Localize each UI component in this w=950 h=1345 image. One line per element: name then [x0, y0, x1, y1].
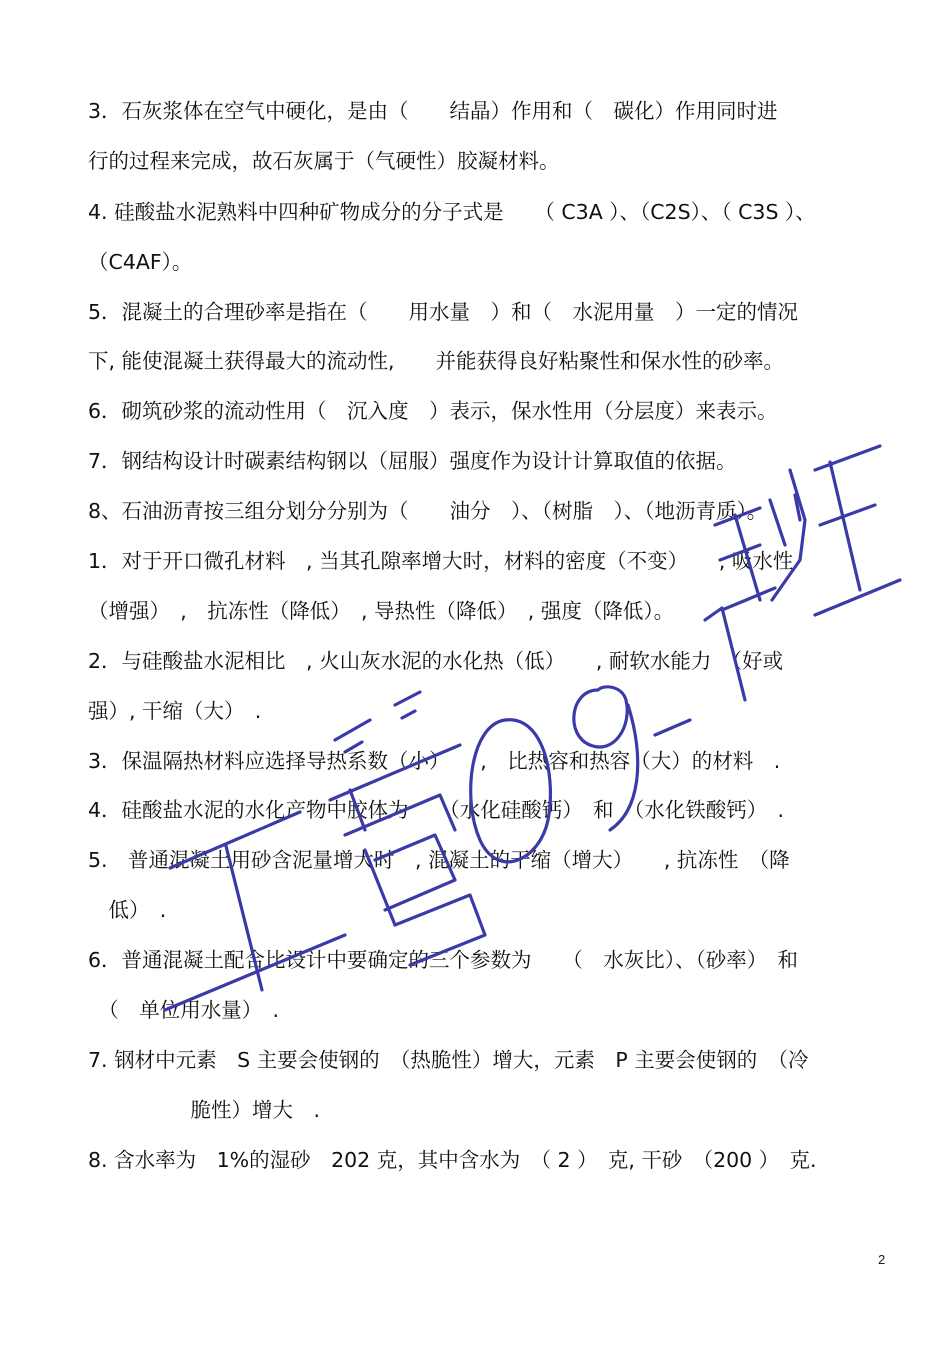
- text-line-7c: 7. 钢材中元素 S 主要会使钢的 （热脆性）增大，元素 P 主要会使钢的 （冷: [88, 1048, 809, 1072]
- text-line-5b: 下, 能使混凝土获得最大的流动性, 并能获得良好粘聚性和保水性的砂率。: [88, 349, 785, 373]
- text-line-6: 6．砌筑砂浆的流动性用（ 沉入度 ）表示，保水性用（分层度）来表示。: [88, 399, 778, 423]
- text-line-5c: 5. 普通混凝土用砂含泥量增大时 , 混凝土的干缩（增大） , 抗冻性 （降: [88, 848, 790, 872]
- page-number: 2: [878, 1252, 886, 1267]
- text-line-4a: 4. 硅酸盐水泥熟料中四种矿物成分的分子式是 （ C3A ）、（C2S）、（ C3S ）、: [88, 200, 816, 224]
- text-line-3c: 3．保温隔热材料应选择导热系数（小） , 比热容和热容（大）的材料 .: [88, 749, 781, 773]
- text-line-6d: （ 单位用水量） .: [88, 998, 280, 1022]
- text-line-7: 7．钢结构设计时碳素结构钢以（屈服）强度作为设计计算取值的依据。: [88, 449, 737, 473]
- text-line-3a: 3．石灰浆体在空气中硬化，是由（ 结晶）作用和（ 碳化）作用同时进: [88, 99, 778, 123]
- text-line-4c: 4．硅酸盐水泥的水化产物中胶体为 （水化硅酸钙） 和 （水化铁酸钙） .: [88, 798, 785, 822]
- text-line-3b: 行的过程来完成，故石灰属于（气硬性）胶凝材料。: [88, 149, 560, 173]
- text-line-1b: （增强） , 抗冻性（降低） , 导热性（降低） , 强度（降低）。: [88, 599, 675, 623]
- text-line-4b: （C4AF）。: [88, 250, 193, 274]
- text-line-5a: 5．混凝土的合理砂率是指在（ 用水量 ）和（ 水泥用量 ）一定的情况: [88, 300, 799, 324]
- text-line-8: 8、石油沥青按三组分划分分别为（ 油分 ）、（树脂 ）、（地沥青质）。: [88, 499, 768, 523]
- text-line-2a: 2．与硅酸盐水泥相比 , 火山灰水泥的水化热（低） , 耐软水能力 （好或: [88, 649, 784, 673]
- text-line-8c: 8. 含水率为 1%的湿砂 202 克，其中含水为 （ 2 ） 克, 干砂 （200 ） 克.: [88, 1148, 817, 1172]
- text-line-7d: 脆性）增大 .: [88, 1098, 321, 1122]
- text-line-5d: 低） .: [88, 898, 167, 922]
- text-line-1a: 1．对于开口微孔材料 , 当其孔隙率增大时，材料的密度（不变） , 吸水性: [88, 549, 794, 573]
- text-line-6c: 6．普通混凝土配合比设计中要确定的三个参数为 （ 水灰比）、（砂率） 和: [88, 948, 799, 972]
- text-line-2b: 强）, 干缩（大） .: [88, 699, 262, 723]
